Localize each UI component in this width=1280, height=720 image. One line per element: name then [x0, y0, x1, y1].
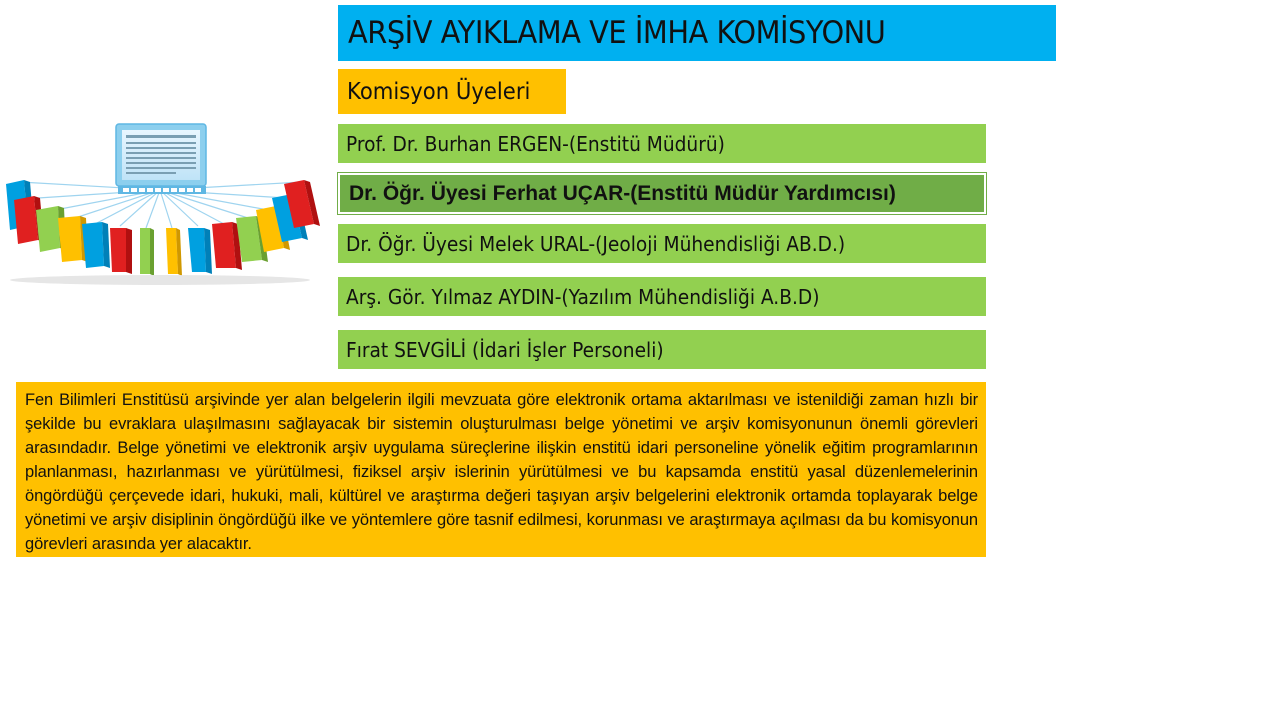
member-label: Dr. Öğr. Üyesi Melek URAL-(Jeoloji Mühendisliği AB.D.)	[346, 231, 846, 256]
member-label: Arş. Gör. Yılmaz AYDIN-(Yazılım Mühendisliği A.B.D)	[346, 284, 820, 309]
page-title: ARŞİV AYIKLAMA VE İMHA KOMİSYONU	[348, 15, 886, 51]
member-row-2	[338, 173, 986, 214]
subtitle-banner	[338, 69, 566, 114]
member-label: Prof. Dr. Burhan ERGEN-(Enstitü Müdürü)	[346, 131, 725, 156]
title-banner	[338, 5, 1056, 61]
member-row-3	[338, 224, 986, 263]
section-heading: Komisyon Üyeleri	[347, 78, 531, 105]
member-label: Fırat SEVGİLİ (İdari İşler Personeli)	[346, 337, 664, 362]
description-box	[16, 382, 986, 557]
member-row-4	[338, 277, 986, 316]
member-row-1	[338, 124, 986, 163]
description-text: Fen Bilimleri Enstitüsü arşivinde yer alan belgelerin ilgili mevzuata göre elektronik ortama aktarılması ve istenildiği zaman hızlı bir şekilde bu evraklara ulaşılmasını sağlayacak bir sistemin oluşturulması belge yönetimi ve arşiv komisyonunun önemli görevleri arasındadır. Belge yönetimi ve elektronik arşiv uygulama süreçlerine ilişkin enstitü idari personeline yönelik eğitim programlarının planlanması, hazırlanması ve yürütülmesi, fiziksel arşiv islerinin yürütülmesi ve bu kapsamda enstitü yasal düzenlemelerinin öngördüğü çerçevede idari, hukuki, mali, kültürel ve araştırma değeri taşıyan arşiv belgelerini elektronik ortamda toplayarak belge yönetimi ve arşiv disiplinin öngördüğü ilke ve yöntemlere göre tasnif edilmesi, korunması ve araştırmaya açılması da bu komisyonun görevleri arasında yer alacaktır.	[25, 391, 978, 553]
member-row-5	[338, 330, 986, 369]
computer-books-archive-icon	[0, 118, 322, 286]
member-label: Dr. Öğr. Üyesi Ferhat UÇAR-(Enstitü Müdür Yardımcısı)	[349, 181, 896, 205]
